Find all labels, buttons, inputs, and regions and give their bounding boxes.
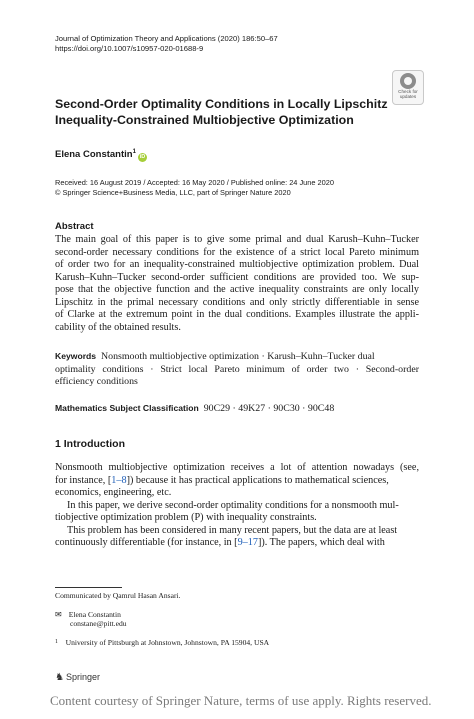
contact-name: Elena Constantin bbox=[68, 609, 121, 619]
intro-line: In this paper, we derive second-order optimality conditions for a nonsmooth mul- bbox=[67, 499, 399, 511]
citation-link[interactable]: 1–8 bbox=[111, 474, 127, 486]
check-updates-icon bbox=[400, 73, 416, 89]
intro-text: ]). The papers, which deal with bbox=[257, 537, 385, 549]
intro-line: This problem has been considered in many recent papers, but the data are at least bbox=[67, 524, 398, 536]
doi-link[interactable]: https://doi.org/10.1007/s10957-020-01688-9 bbox=[55, 43, 204, 53]
intro-line: Nonsmooth multiobjective optimization receives a lot of attention nowadays (see, bbox=[55, 462, 419, 473]
journal-citation: Journal of Optimization Theory and Applications (2020) 186:50–67 bbox=[55, 34, 278, 43]
publication-dates bbox=[55, 178, 334, 197]
abstract-line: The main goal of this paper is to give some primal and dual Karush–Kuhn–Tucker bbox=[55, 234, 419, 245]
abstract-line: of order two for an inequality-constrained multiobjective optimization problem. Dual bbox=[55, 259, 419, 271]
intro-line bbox=[55, 475, 419, 488]
intro-text: for instance, [ bbox=[55, 474, 112, 486]
publisher-logo bbox=[55, 672, 100, 683]
keywords-section bbox=[55, 350, 419, 389]
abstract-line: Karush–Kuhn–Tucker second-order sufficient conditions are provided too. We sup- bbox=[55, 271, 419, 283]
orcid-icon[interactable]: iD bbox=[139, 154, 146, 161]
mail-icon[interactable]: ✉ bbox=[55, 609, 62, 619]
abstract-line: pose that the objective function and the active inequality constraints are only locally bbox=[55, 284, 419, 296]
affiliation-text: University of Pittsburgh at Johnstown, Johnstown, PA 15904, USA bbox=[65, 637, 270, 647]
abstract-body bbox=[55, 234, 419, 334]
title-line-2: Inequality-Constrained Multiobjective Optimization bbox=[55, 113, 354, 127]
msc-codes: 90C29 · 49K27 · 90C30 · 90C48 bbox=[203, 403, 335, 414]
communicated-by: Communicated by Qamrul Hasan Ansari. bbox=[55, 591, 181, 600]
springer-horse-icon: ♞ bbox=[55, 672, 64, 683]
intro-line: tiobjective optimization problem (P) with inequality constraints. bbox=[55, 512, 317, 524]
affiliation-number: 1 bbox=[55, 638, 58, 645]
courtesy-notice: Content courtesy of Springer Nature, terms of use apply. Rights reserved. bbox=[50, 693, 432, 708]
title-line-1: Second-Order Optimality Conditions in Locally Lipschitz bbox=[55, 97, 388, 111]
publisher-name: Springer bbox=[65, 672, 100, 682]
abstract-line: cability of the obtained results. bbox=[55, 321, 181, 333]
section-heading-introduction: 1 Introduction bbox=[55, 438, 125, 450]
contact-email[interactable]: constane@pitt.edu bbox=[70, 619, 127, 629]
introduction-body bbox=[55, 462, 419, 550]
journal-header bbox=[55, 34, 278, 53]
intro-text: continuously differentiable (for instance, in [ bbox=[55, 537, 238, 549]
intro-line: economics, engineering, etc. bbox=[55, 487, 172, 499]
copyright-line: © Springer Science+Business Media, LLC, part of Springer Nature 2020 bbox=[55, 187, 291, 197]
check-for-updates-badge[interactable] bbox=[392, 70, 424, 105]
abstract-line: of Clarke at the extremum point in the dual conditions. Examples illustrate the appli- bbox=[55, 309, 419, 321]
badge-text-1: Check for bbox=[398, 89, 418, 94]
intro-line bbox=[55, 537, 419, 550]
author-affil-marker: 1 bbox=[132, 149, 136, 155]
keywords-label: Keywords bbox=[55, 351, 97, 361]
badge-text-2: updates bbox=[399, 94, 417, 99]
author-line bbox=[55, 149, 147, 162]
keywords-line-2: optimality conditions · Strict local Pareto minimum of order two · Second-order bbox=[55, 363, 419, 375]
paper-title bbox=[55, 96, 388, 128]
intro-text: ]) because it has practical applications to mathematical sciences, bbox=[126, 474, 389, 486]
abstract-line: second-order necessary conditions for the existence of a strict local Pareto minimum bbox=[55, 246, 419, 258]
abstract-line: Lipschitz in the primal necessary conditions and only strictly differentiable in sense bbox=[55, 296, 419, 308]
citation-link[interactable]: 9–17 bbox=[237, 537, 258, 549]
abstract-heading: Abstract bbox=[55, 221, 94, 232]
msc-section bbox=[55, 403, 334, 414]
dates-line: Received: 16 August 2019 / Accepted: 16 May 2020 / Published online: 24 June 2020 bbox=[55, 178, 334, 187]
footnotes bbox=[55, 591, 269, 647]
keywords-line-3: efficiency conditions bbox=[55, 376, 138, 387]
keywords-line-1: Nonsmooth multiobjective optimization · Karush–Kuhn–Tucker dual bbox=[101, 351, 375, 362]
msc-label: Mathematics Subject Classification bbox=[55, 403, 199, 413]
author-name[interactable]: Elena Constantin bbox=[55, 149, 133, 161]
footnote-divider bbox=[55, 587, 122, 588]
